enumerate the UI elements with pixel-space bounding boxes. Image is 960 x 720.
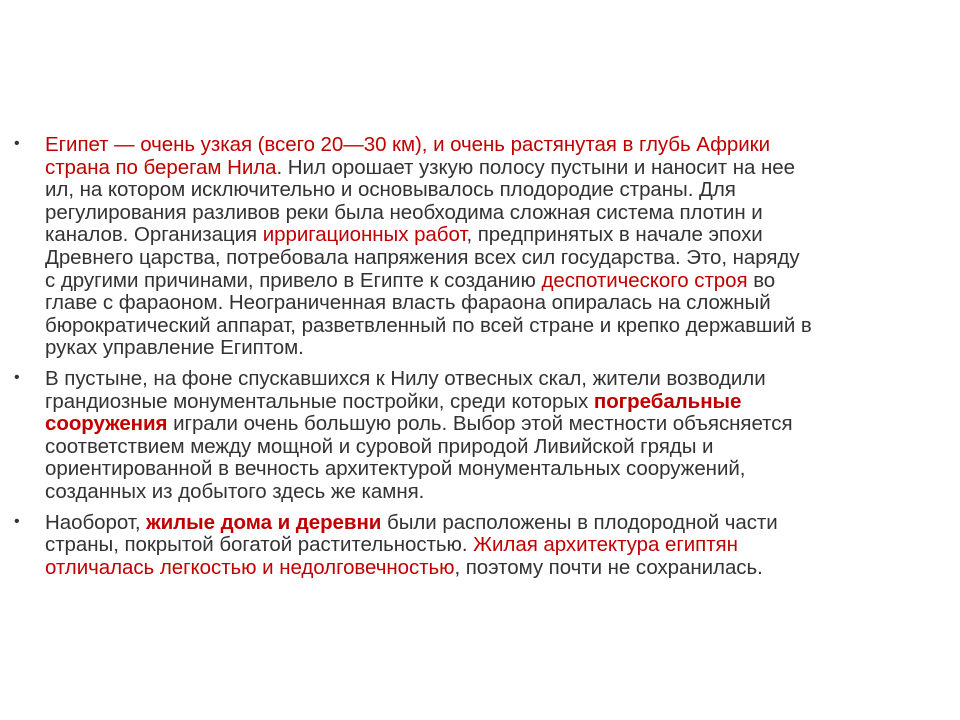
body-text: играли очень большую роль. Выбор этой местности объясняется xyxy=(167,412,793,436)
highlight-text: Жилая архитектура египтян xyxy=(473,533,738,557)
body-text: страны, покрытой богатой растительностью. xyxy=(45,533,474,557)
body-text: бюрократический аппарат, разветвленный по всей стране и крепко державший в xyxy=(45,313,812,337)
body-text: были расположены в плодородной части xyxy=(381,510,778,534)
text-line xyxy=(45,436,954,459)
highlight-text: отличалась легкостью и недолговечностью xyxy=(45,555,455,579)
body-text: , предпринятых в начале эпохи xyxy=(466,223,763,247)
body-text: руках управление Египтом. xyxy=(45,336,304,360)
text-line xyxy=(45,157,954,180)
body-text: главе с фараоном. Неограниченная власть фараона опиралась на сложный xyxy=(45,291,771,315)
bullet-mark: • xyxy=(14,135,20,152)
bullet-item-egypt-geography xyxy=(14,134,954,360)
body-text: во xyxy=(747,268,776,292)
body-text: . Нил орошает узкую полосу пустыни и наносит на нее xyxy=(276,155,796,179)
text-line xyxy=(45,337,954,360)
body-text: созданных из добытого здесь же камня. xyxy=(45,479,425,503)
body-text: В пустыне, на фоне спускавшихся к Нилу отвесных скал, жители возводили xyxy=(45,366,766,390)
text-line xyxy=(45,391,954,414)
body-text: соответствием между мощной и суровой природой Ливийской гряды и xyxy=(45,434,714,458)
text-line xyxy=(45,557,954,580)
body-text: ориентированной в вечность архитектурой монументальных сооружений, xyxy=(45,457,746,481)
text-line xyxy=(45,368,954,391)
text-line xyxy=(45,292,954,315)
text-line xyxy=(45,179,954,202)
text-line xyxy=(45,458,954,481)
bullet-mark: • xyxy=(14,368,20,386)
bold-highlight-text: жилые дома и деревни xyxy=(146,510,382,534)
body-text: Древнего царства, потребовала напряжения всех сил государства. Это, наряду xyxy=(45,245,800,269)
body-text: Наоборот, xyxy=(45,510,147,534)
body-text: грандиозные монументальные постройки, среди которых xyxy=(45,389,594,413)
bullet-item-dwellings xyxy=(14,512,954,580)
bold-highlight-text: сооружения xyxy=(45,412,168,436)
text-line xyxy=(45,481,954,504)
highlight-text: деспотического строя xyxy=(541,268,748,292)
bullet-list xyxy=(14,134,954,587)
body-text: регулирования разливов реки была необходима сложная система плотин и xyxy=(45,200,763,224)
body-text: , поэтому почти не сохранилась. xyxy=(454,555,763,579)
bullet-mark: • xyxy=(14,512,20,530)
body-text: ил, на котором исключительно и основывалось плодородие страны. Для xyxy=(45,178,736,202)
text-line xyxy=(45,413,954,436)
highlight-text: страна по берегам Нила xyxy=(45,155,277,179)
text-line xyxy=(45,270,954,293)
text-line xyxy=(45,224,954,247)
text-line xyxy=(45,134,954,157)
text-line xyxy=(45,247,954,270)
text-line xyxy=(45,534,954,557)
highlight-text: ирригационных работ xyxy=(262,223,467,247)
body-text: каналов. Организация xyxy=(45,223,263,247)
text-line xyxy=(45,315,954,338)
bold-highlight-text: погребальные xyxy=(593,389,742,413)
body-text: с другими причинами, привело в Египте к созданию xyxy=(45,268,542,292)
bullet-item-funeral-monuments xyxy=(14,368,954,504)
text-line xyxy=(45,512,954,535)
highlight-text: Египет — очень узкая (всего 20—30 км), и очень растянутая в глубь Африки xyxy=(45,133,771,156)
text-line xyxy=(45,202,954,225)
